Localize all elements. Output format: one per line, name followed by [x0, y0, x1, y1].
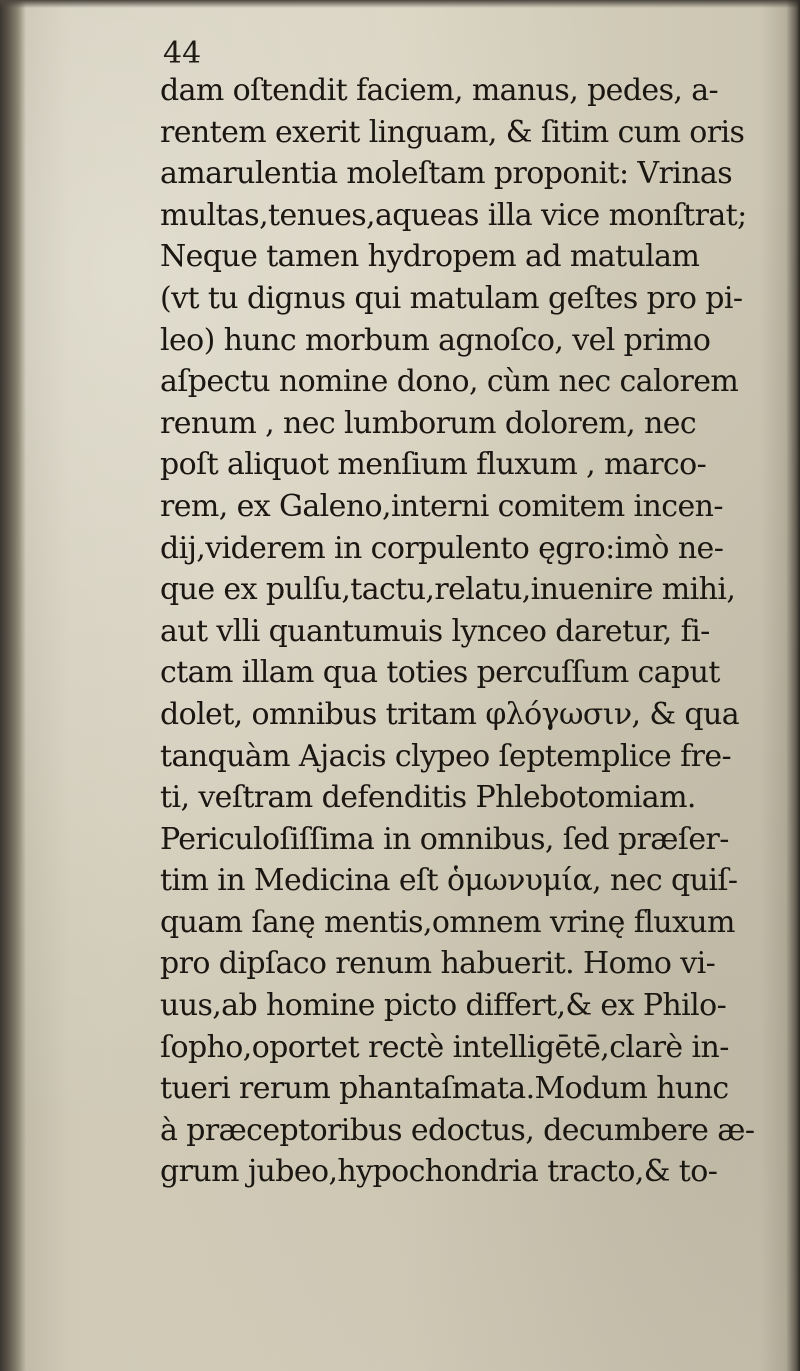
text-block: [160, 70, 785, 1193]
text-line: quam ſanę mentis,omnem vrinę fluxum: [160, 904, 735, 940]
page-number: 44: [163, 36, 202, 71]
text-line: ctam illam qua toties percuſſum caput: [160, 655, 720, 691]
text-line: tueri rerum phantaſmata.Modum hunc: [160, 1071, 729, 1107]
text-line: poſt aliquot menſium fluxum , marco-: [160, 447, 707, 483]
text-line: à præceptoribus edoctus, decumbere æ-: [160, 1112, 755, 1148]
binding-gutter: [0, 0, 26, 1371]
text-line: que ex pulſu,tactu,relatu,inuenire mihi,: [160, 572, 736, 608]
text-line: (vt tu dignus qui matulam geſtes pro pi-: [160, 280, 743, 316]
text-line: dolet, omnibus tritam φλόγωσιν, & qua: [160, 696, 740, 732]
text-line: renum , nec lumborum dolorem, nec: [160, 405, 697, 441]
text-line: grum jubeo,hypochondria tracto,& to-: [160, 1154, 718, 1190]
text-line: ſopho,oportet rectè intelligētē,clarè in-: [160, 1029, 729, 1065]
text-line: Neque tamen hydropem ad matulam: [160, 239, 700, 275]
page-right-edge: [786, 0, 800, 1371]
text-line: rentem exerit linguam, & ſitim cum oris: [160, 114, 745, 150]
text-line: rem, ex Galeno,interni comitem incen-: [160, 488, 723, 524]
text-line: tim in Medicina eſt ὁμωνυμία, nec quiſ-: [160, 863, 738, 899]
text-line: multas,tenues,aqueas illa vice monſtrat;: [160, 197, 747, 233]
page-top-edge: [0, 0, 800, 8]
text-line: dam oſtendit faciem, manus, pedes, a-: [160, 73, 719, 108]
text-line: uus,ab homine picto differt,& ex Philo-: [160, 988, 727, 1024]
text-line: ti, veſtram defenditis Phlebotomiam.: [160, 780, 696, 816]
text-line: tanquàm Ajacis clypeo ſeptemplice fre-: [160, 738, 732, 774]
text-line: pro dipſaco renum habuerit. Homo vi-: [160, 946, 716, 982]
text-line: Periculoſiſſima in omnibus, ſed præſer-: [160, 821, 729, 857]
text-line: amarulentia moleſtam proponit: Vrinas: [160, 156, 732, 192]
text-line: aſpectu nomine dono, cùm nec calorem: [160, 364, 739, 400]
text-line: leo) hunc morbum agnoſco, vel primo: [160, 322, 711, 358]
text-line: dij,viderem in corpulento ęgro:imò ne-: [160, 530, 724, 566]
text-line: aut vlli quantumuis lynceo daretur, fi-: [160, 613, 710, 649]
